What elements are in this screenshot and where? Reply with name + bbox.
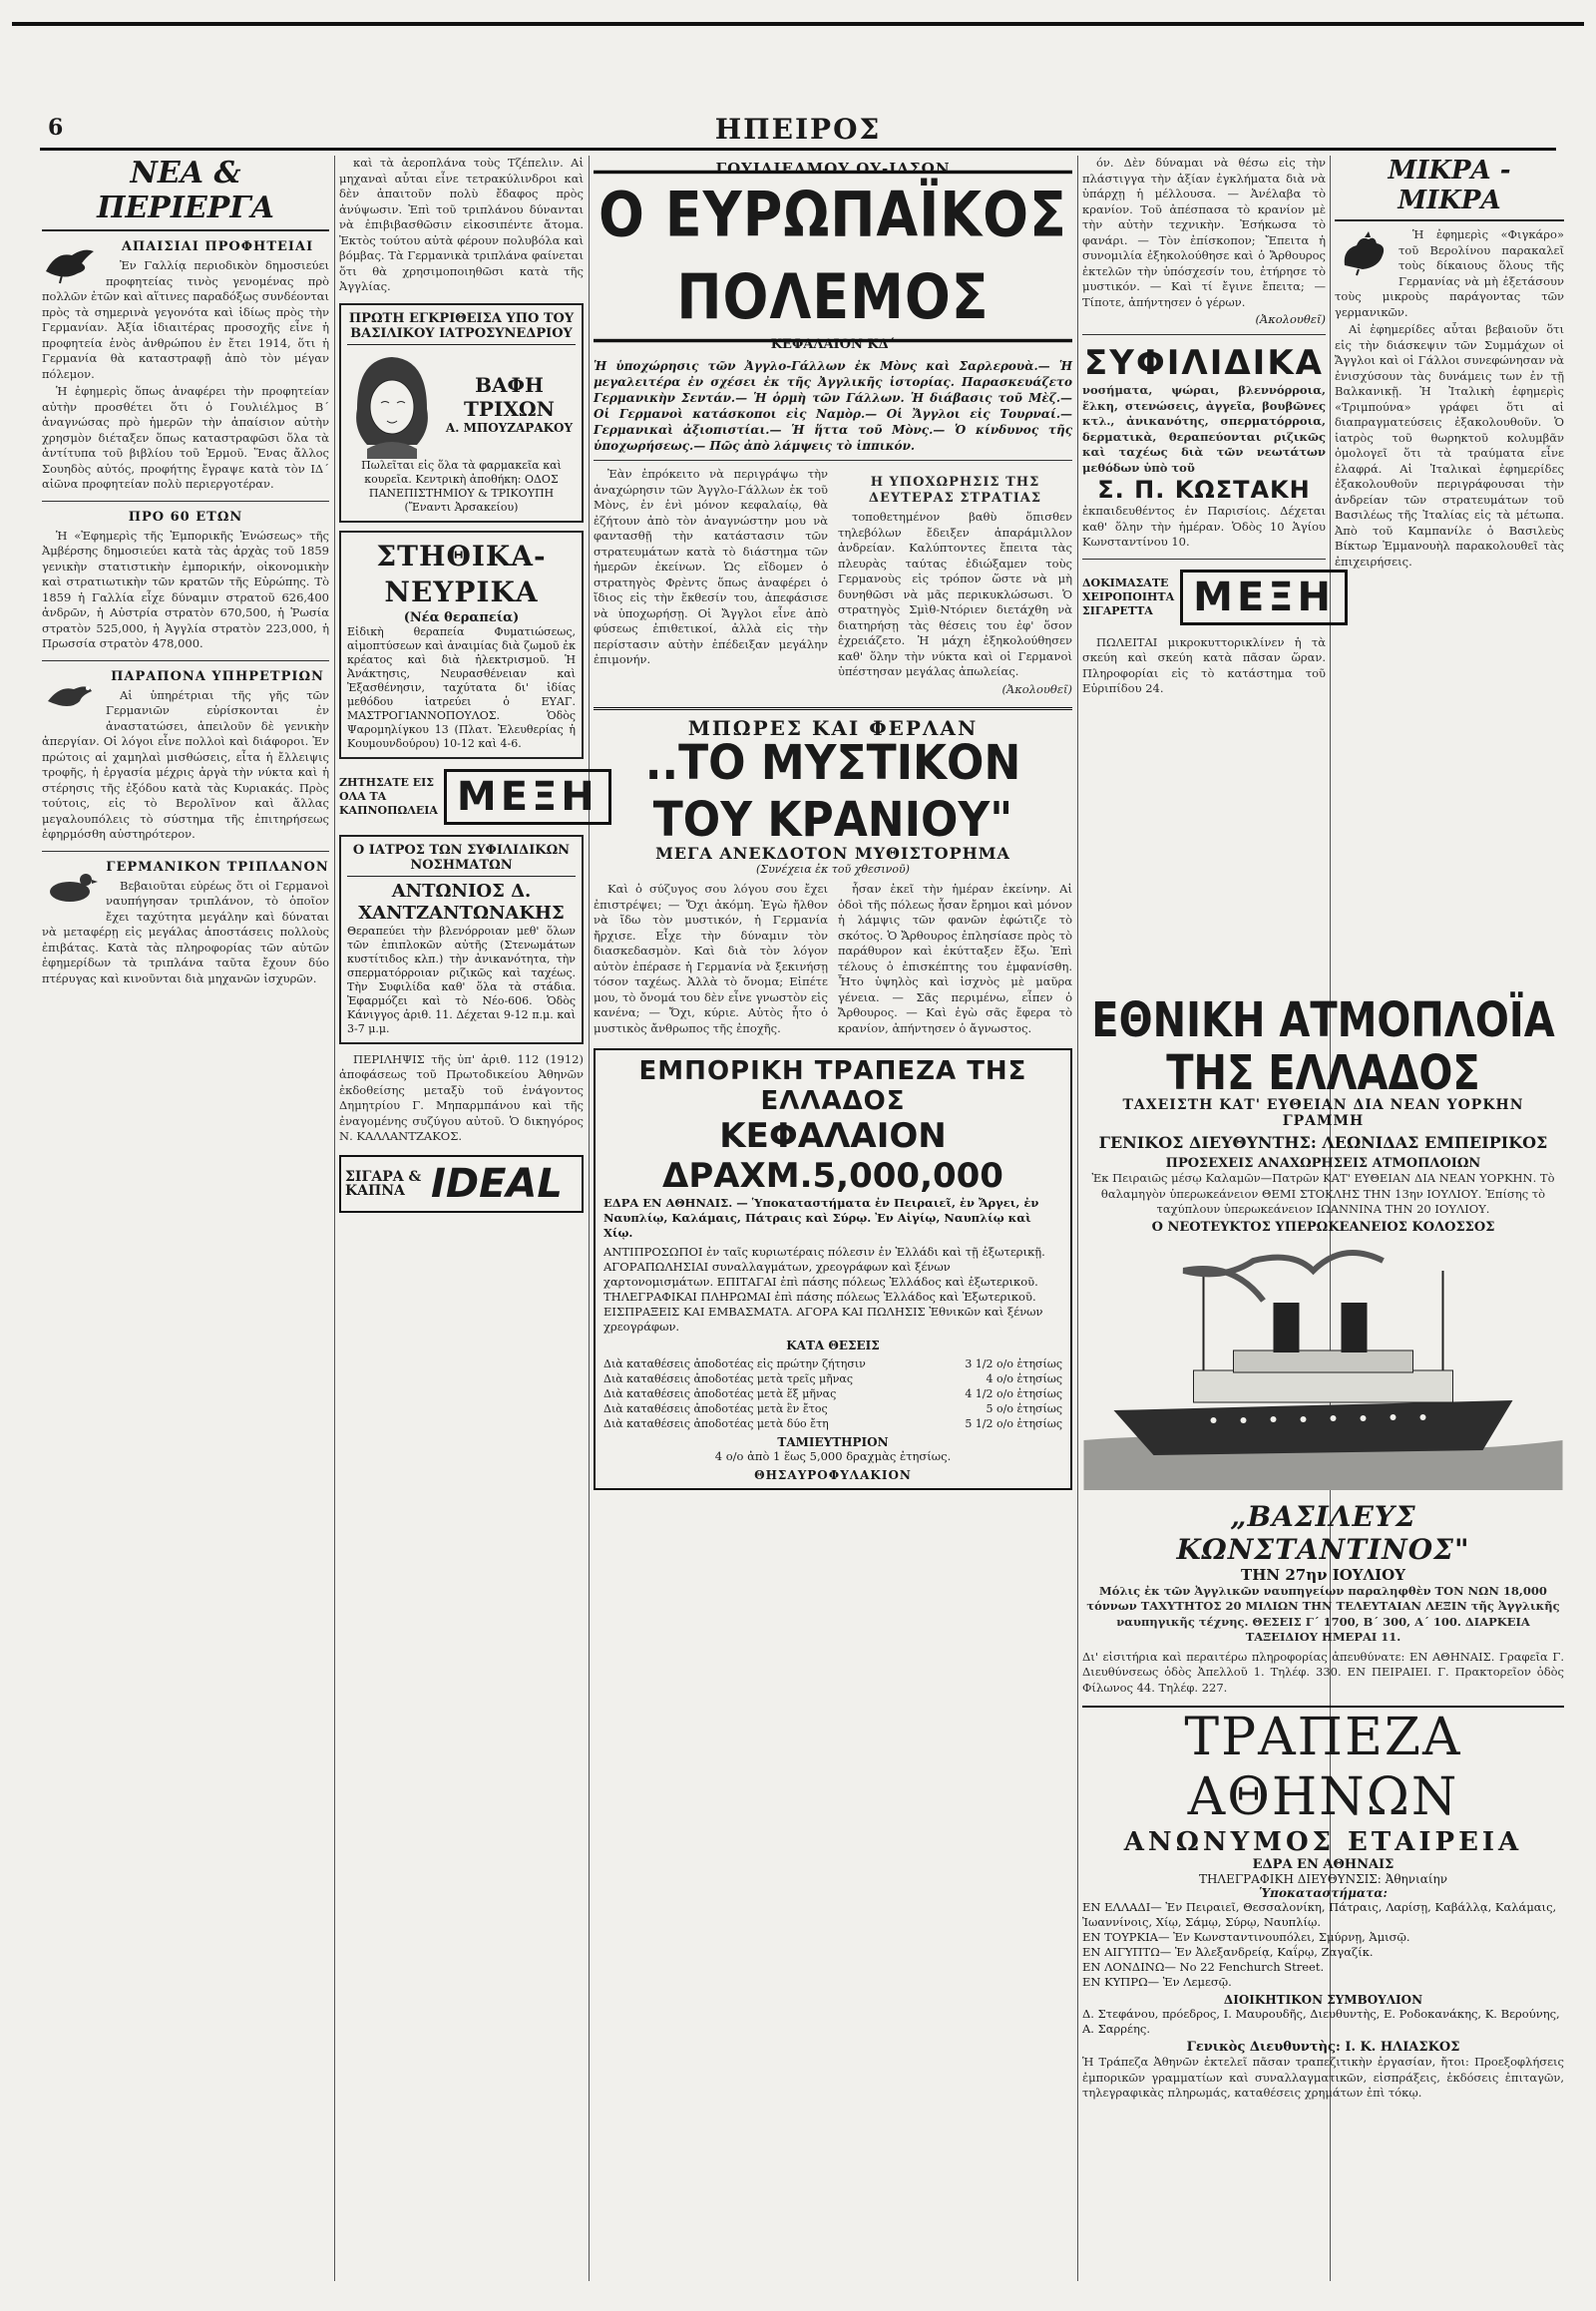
column-feature [594, 156, 1072, 2281]
vault-heading: ΘΗΣΑΥΡΟΦΥΛΑΚΙΟΝ [754, 1468, 912, 1482]
board-members: Δ. Στεφάνου, πρόεδρος, Ι. Μαυρουδῆς, Διευθυντὴς, Ε. Ροδοκανάκης, Κ. Βερούνης, Α. Σαρρέης. [1082, 2007, 1560, 2036]
branches-list [1082, 1900, 1564, 1990]
serial-note: (Συνέχεια ἐκ τοῦ χθεσινοῦ) [756, 863, 910, 876]
ad-text: Θεραπεύει τὴν βλενόρροιαν μεθ' ὅλων τῶν ἐπιπλοκῶν αὐτῆς (Στενωμάτων κυστίτιδος κλπ.) τὴν ἀνικανότητα, τὴν σπερματόρροιαν ριζικῶς καὶ ταχέως. Τὴν Συφιλίδα καθ' ὅλα τὰ στάδια. Ἐφαρμόζει καὶ τὸ Νέο-606. Ὁδὸς Κάνιγγος ἀριθ. 11. Δέχεται 9-12 π.μ. καὶ 3-7 μ.μ. [347, 924, 576, 1035]
deposit-row: Διὰ καταθέσεις ἀποδοτέας μετὰ ἓν ἔτος 5 ο/ο ἐτησίως [603, 1402, 1062, 1415]
ship-date: ΤΗΝ 27ην ΙΟΥΛΙΟΥ [1241, 1565, 1405, 1584]
branch-line: ΕΝ ΛΟΝΔΙΝΩ— Νο 22 Fenchurch Street. [1082, 1960, 1325, 1974]
page-number: 6 [48, 115, 64, 141]
woman-portrait-icon [347, 349, 437, 459]
feature-author: ΓΟΥΙΛΙΕΛΜΟΥ ΟΥ-ΙΛΣΩΝ [715, 160, 951, 178]
ship-name: „ΒΑΣΙΛΕΥΣ ΚΩΝΣΤΑΝΤΙΝΟΣ" [1176, 1499, 1470, 1566]
duck-icon [42, 864, 98, 908]
sub-heading: Η ΥΠΟΧΩΡΗΣΙΣ ΤΗΣ ΔΕΥΤΕΡΑΣ ΣΤΡΑΤΙΑΣ [868, 475, 1042, 506]
serial-title: ..ΤΟ ΜΥΣΤΙΚΟΝ ΤΟΥ ΚΡΑΝΙΟΥ" [644, 734, 1021, 849]
feature-title: Ο ΕΥΡΩΠΑΪΚΟΣ ΠΟΛΕΜΟΣ [594, 171, 1072, 343]
divider [42, 660, 329, 661]
bank-services: ΑΝΤΙΠΡΟΣΩΠΟΙ ἐν ταῖς κυριωτέραις πόλεσιν ἐν Ἑλλάδι καὶ τῇ ἐξωτερικῇ. ΑΓΟΡΑΠΩΛΗΣΙΑΙ συναλλαγμάτων, χρεογράφων καὶ ξένων χαρτονομισμάτων. ΕΠΙΤΑΓΑΙ ἐπὶ πάσης πόλεως Ἑλλάδος καὶ ἐξωτερικοῦ. ΤΗΛΕΓΡΑΦΙΚΑΙ ΠΛΗΡΩΜΑΙ ἐπὶ πάσης πόλεως Ἑλλάδος καὶ Ἐξωτερικοῦ. ΕΙΣΠΡΑΞΕΙΣ ΚΑΙ ΕΜΒΑΣΜΑΤΑ. ΑΓΟΡΑ ΚΑΙ ΠΩΛΗΣΙΣ Ἐθνικῶν καὶ ξένων χρεογράφων. [603, 1245, 1045, 1334]
commercial-bank-ad [594, 1048, 1072, 1490]
short-news-body: Ἡ ἐφημερὶς «Φιγκάρο» τοῦ Βερολίνου παρακαλεῖ τοὺς δίκαιους ὅλους τῆς Γερμανίας νὰ μὴ ἐξετάσουν τοὺς μικροὺς παράγοντας τῶν γερμανικῶν. Αἱ ἐφημερίδες αὗται βεβαιοῦν ὅτι εἰς τὴν διάσκεψιν τῶν Συμμάχων οἱ Ἄγγλοι καὶ οἱ Γάλλοι συνεφώνησαν νὰ ἐνισχύσουν τὰς δυνάμεις των ἐν τῇ Βαλκανικῇ. Ἡ Ἰταλικὴ ἐφημερὶς «Τριμπούνα» γράφει ὅτι αἱ διαπραγματεύσεις ἐξακολουθοῦν. Ὁ ἰατρὸς τοῦ θωρηκτοῦ κολυμβᾶν ὁμολογεῖ ὅτι τὰ τραύματα εἶνε ἐλαφρά. Αἱ Ἰταλικαὶ ἐφημερίδες ἐξακολουθοῦν περιγράφουσαι τὴν ἀνδρείαν τῶν στρατευμάτων τοῦ Βασιλέως τῆς Ἰταλίας εἰς τὰ μέτωπα. Ἀπὸ τοῦ Καμπανίλε ὁ Βασιλεὺς Βίκτωρ Ἐμμανουὴλ παρακολουθεῖ τὰς ἐπιχειρήσεις. [1335, 227, 1564, 569]
chapter-summary: Ἡ ὑποχώρησις τῶν Ἀγγλο-Γάλλων ἐκ Μὸνς καὶ Σαρλερουὰ.— Ἡ μεγαλειτέρα ἐν σχέσει ἐκ τῆς Ἀγγλικῆς ἱστορίας. Παρασκευάζετο Γερμανικὴν Σεντάν.— Ἡ ὁρμὴ τῶν Γάλλων. Ἡ διάβασις τοῦ Μὲζ.— Οἱ Γερμανοὶ κατάσκοποι εἰς Ναμὸρ.— Οἱ Ἄγγλοι εἰς Τουρναί.— Γερμανικαὶ ἀξιοπιστίαι.— Ἡ ἥττα τοῦ Μὸνς.— Ὁ κίνδυνος τῆς ὑποχωρήσεως.— Πῶς ἀπὸ λάμψεις τὸ ἱππικόν. [594, 358, 1072, 461]
schedule-heading: ΠΡΟΣΕΧΕΙΣ ΑΝΑΧΩΡΗΣΕΙΣ ΑΤΜΟΠΛΟΙΩΝ [1165, 1156, 1481, 1171]
newspaper-title: ΗΠΕΙΡΟΣ [714, 113, 882, 146]
branch-line: ΕΝ ΤΟΥΡΚΙΑ— Ἐν Κωνσταντινουπόλει, Σμύρνῃ, Ἀμισῷ. [1082, 1930, 1410, 1944]
column-rule [334, 156, 335, 2281]
ad-brand: IDEAL [431, 1160, 563, 1207]
athens-bank-text: Ἡ Τράπεζα Ἀθηνῶν ἐκτελεῖ πᾶσαν τραπεζιτικὴν ἐργασίαν, ἤτοι: Προεξοφλήσεις ἐμπορικῶν γραμματίων καὶ συναλλαγματικῶν, εἰσπράξεις, ἐκδόσεις ἐπιταγῶν, τηλεγραφικὰς πληρωμάς, καταθέσεις χρημάτων ἐπὶ τόκῳ. [1082, 2055, 1564, 2100]
shipping-subtitle: ΤΑΧΕΙΣΤΗ ΚΑΤ' ΕΥΘΕΙΑΝ ΔΙΑ ΝΕΑΝ ΥΟΡΚΗΝ ΓΡΑΜΜΗ [1122, 1097, 1524, 1129]
general-manager: Γενικὸς Διευθυντὴς: Ι. Κ. ΗΛΙΑΣΚΟΣ [1186, 2040, 1460, 2055]
schedule-heading: Ο ΝΕΟΤΕΥΚΤΟΣ ΥΠΕΡΩΚΕΑΝΕΙΟΣ ΚΟΛΟΣΣΟΣ [1151, 1219, 1495, 1235]
article-body: Βεβαιοῦται εὐρέως ὅτι οἱ Γερμανοὶ ναυπήγησαν τριπλάνον, τὸ ὁποῖον ἔχει ταχύτητα μεγάλην καὶ δύναται νὰ μεταφέρῃ εἰς μεγάλας ἀποστάσεις πολλοὺς ἐπιβάτας. Κατὰ τὰς πληροφορίας τῶν αὐτῶν ἐφημερίδων τὰ τριπλάνα ταῦτα ἔχουν δύο πτέρυγας καὶ κινοῦνται διὰ μηχανῶν ἰσχυρῶν. [42, 878, 329, 985]
serial-continuation: όν. Δὲν δύναμαι νὰ θέσω εἰς τὴν πλάστιγγα τὴν ἀξίαν ἐγκλήματα διὰ νὰ ὑπάρχῃ ἡ μέλλουσα. — Ἀνέλαβα τὸ κρανίον. Τοῦ ἀπέσπασα τὸ κρανίον μὲ τὴν αὐτὴν τεχνικὴν. Ἐσήκωσα τὸ φανάρι. — Τὸν ἐπίσκοπον; Ἔπειτα ἡ συνομιλία ἐξηκολούθησε καὶ ὁ Ἄρθουρος ἐκτελῶν τὴν ὑπόσχεσίν του, ἐτήρησε τὸ μυστικόν. — Καὶ τί ἔγινε ἔπειτα; — Τίποτε, ἀπήντησεν ὁ γέρων. [1082, 156, 1326, 309]
serial-body-right: ἦσαν ἐκεῖ τὴν ἡμέραν ἐκείνην. Αἱ ὁδοὶ τῆς πόλεως ἦσαν ἔρημοι καὶ μόνον ἡ λάμψις τῶν φανῶν ἐφώτιζε τὸ σκότος. Ὁ Ἄρθουρος ἐπλησίασε πρὸς τὸ παράθυρον καὶ ἐκύτταξεν ἔξω. Ἐπὶ τέλους ὁ ἐπισκέπτης του ἐμφανίσθη. Ἦτο ὑψηλὸς καὶ ἰσχνὸς μὲ μαῦρα γένεια. — Σᾶς περιμένω, εἶπεν ὁ Ἄρθουρος. — Καὶ ἐγὼ σᾶς ἔφερα τὸ κρανίον, ἀπήντησεν ὁ ἄγνωστος. [838, 882, 1072, 1035]
athens-bank-telegraph: ΤΗΛΕΓΡΑΦΙΚΗ ΔΙΕΥΘΥΝΣΙΣ: Ἀθηνιαίην [1198, 1872, 1448, 1886]
ad-text: Πωλεῖται εἰς ὅλα τὰ φαρμακεῖα καὶ κουρεῖα. Κεντρικὴ ἀποθήκη: ΟΔΟΣ ΠΑΝΕΠΙΣΤΗΜΙΟΥ & ΤΡΙΚΟΥΠΗ (Ἔναντι Ἀρσακείου) [361, 458, 562, 514]
ad-text: Εἰδικὴ θεραπεία Φυματιώσεως, αἱμοπτύσεων καὶ ἀναιμίας διὰ ζωμοῦ ἐκ κρέατος καὶ διὰ ἠλεκτρισμοῦ. Ἡ Ἀνάκτησις, Νευρασθένειαν καὶ Ἐξασθένησιν, ταχύτατα δι' ἰδίας μεθόδου ἰατρεύει ὁ ΕΥΑΓ. ΜΑΣΤΡΟΓΙΑΝΝΟΠΟΥΛΟΣ. Ὁδὸς Ψαρομηλίγκου 13 (Πλατ. Ἐλευθερίας ἡ Κουμουνδούρου) 10-12 καὶ 4-6. [347, 624, 576, 750]
shipping-director: ΓΕΝΙΚΟΣ ΔΙΕΥΘΥΝΤΗΣ: ΛΕΩΝΙΔΑΣ ΕΜΠΕΙΡΙΚΟΣ [1098, 1133, 1548, 1152]
doctor-ad [339, 835, 584, 1044]
bird-icon [42, 673, 98, 717]
serial-body [594, 882, 1072, 1038]
column-rule [1077, 156, 1078, 2281]
ad-brand: ΜΕΞΗ [444, 769, 611, 825]
divider [42, 851, 329, 852]
feature-body-right: Η ΥΠΟΧΩΡΗΣΙΣ ΤΗΣ ΔΕΥΤΕΡΑΣ ΣΤΡΑΤΙΑΣ τοποθετημένον βαθὺ ὅπισθεν τηλεβόλων ἔδειξεν ἀπαράμιλλον ἀνδρείαν. Καλύπτοντες ἔπειτα τὰς πλευρὰς ταύτας ἐδιώξαμεν τοὺς Γερμανοὺς εἰς τρόπον ὥστε νὰ μὴ δυνηθῶσι νὰ μᾶς περικυκλώσωσι. Ὁ στρατηγὸς Σμὶθ-Ντόριεν διετάχθη νὰ διατηρήσῃ τὰς θέσεις του ἐφ' ὅσον ἐχρειάζετο. Ἡ μάχη ἐξηκολούθησεν καθ' ὅλην τὴν νύκτα καὶ οἱ Γερμανοὶ ὑπέστησαν μεγάλας ἀπωλείας. (Ἀκολουθεῖ) [838, 475, 1072, 696]
serial-body-left: Καὶ ὁ σύζυγος σου λόγου σου ἔχει ἐπιστρέψει; — Ὄχι ἀκόμη. Ἐγὼ ἤλθον νὰ ἴδω τὸν μυστικόν, ἡ Γερμανία ἤρχισε. Εἶχε τὴν δύναμιν τὸν διασκεδασμὸν. Καὶ διὰ τὸν λόγον αὐτὸν ἐπέρασε ἡ Γερμανία νὰ ξεκινήσῃ τόσον ταχέως. Ἀλλὰ τὸ ὄνομα; Εἰπέτε μου, τὸ ὄνομά του δὲν εἶνε γνωστὸν εἰς κανένα; — Ὄχι, κύριε. Αὐτὸς ἦτο ὁ μυστικὸς ἄνθρωπος τῆς ἐποχῆς. [594, 882, 828, 1035]
ad-title: ΣΥΦΙΛΙΔΙΚΑ [1084, 343, 1324, 383]
article-body: Ἐν Γαλλίᾳ περιοδικὸν δημοσιεύει προφητείας τινὸς γενομένας πρὸ πολλῶν ἐτῶν καὶ αἵτινες παραδόξως συνδέονται πρὸς τὰ σημερινὰ γεγονότα καὶ ἰδίως πρὸς τὴν Γερμανίαν. Ἀξία ἰδιαιτέρας προσοχῆς εἶνε ἡ προφητεία ἑνὸς ἀνθρώπου ἐν ἔτει 1914, ὅτι ἡ Γερμανία θὰ καταστραφῇ ἀπὸ τὸν μέγαν πόλεμον. Ἡ ἐφημερὶς ὅπως ἀναφέρει τὴν προφητείαν αὐτὴν προσθέτει ὅτι ὁ Γουλιέλμος Β΄ ἀναγνώσας πρὸ ἡμερῶν τὴν ἀπαίσιον αὐτὴν χρησμὸν διέταξεν ὅπως καταστραφῶσι ὅλα τὰ ἀντίτυπα τοῦ βιβλίου τοῦ Ἑρμοῦ. Ἕνας ἄλλος Σουηδὸς αὐτός, προφήτης ἔγραψε κατὰ τὸν ΙΔ΄ αἰῶνα προφητείαν πολὺ περιεργοτέραν. [42, 258, 329, 491]
bird-icon [42, 241, 98, 285]
legal-notice: ΠΕΡΙΛΗΨΙΣ τῆς ὑπ' ἀριθ. 112 (1912) ἀποφάσεως τοῦ Πρωτοδικείου Ἀθηνῶν ἐκδοθείσης μεταξὺ τοῦ ἐνάγοντος Δημητρίου Γ. Μηπαρμπάνου καὶ τῆς ἐναγομένης συζύγου αὐτοῦ. Ὁ δικηγόρος Ν. ΚΑΛΛΑΝΤΖΑΚΟΣ. [339, 1051, 584, 1143]
article-body: Αἱ ὑπηρέτριαι τῆς γῆς τῶν Γερμανιῶν εὑρίσκονται ἐν ἀναστατώσει, ἀπειλοῦν δὲ γενικὴν ἀπεργίαν. Οἱ λόγοι εἶνε πολλοὶ καὶ διάφοροι. Ἐν πρώτοις αἱ χαμηλαὶ μισθώσεις, εἶτα ἡ ἔλλειψις τροφῆς, ἡ ἐργασία μέχρις ἀργὰ τὴν νύκτα καὶ ἡ στέρησις τῆς ἐξόδου κατὰ τὰς Κυριακάς. Πρὸς τούτοις, εἰς τὸ Βερολῖνον καὶ ἄλλας μεγαλουπόλεις τὸ σύστημα τῆς ἐπιτηρήσεως ἐφηρμόσθη αὐστηρότερον. [42, 687, 329, 841]
syphilis-ad [1082, 343, 1326, 551]
ad-brand: Α. ΜΠΟΥΖΑΡΑΚΟΥ [445, 420, 574, 435]
ship-details: Μόλις ἐκ τῶν Ἀγγλικῶν ναυπηγείων παραληφθὲν ΤΟΝ ΝΩΝ 18,000 τόννων ΤΑΧΥΤΗΤΟΣ 20 ΜΙΛΙΩΝ ΤΗΝ ΤΕΛΕΥΤΑΙΑΝ ΛΕΞΙΝ τῆς Ἀγγλικῆς ναυπηγικῆς τέχνης. ΘΕΣΕΙΣ Γ΄ 1700, Β΄ 300, Α΄ 100. ΔΙΑΡΚΕΙΑ ΤΑΞΕΙΔΙΟΥ ΗΜΕΡΑΙ 11. [1086, 1583, 1560, 1644]
masthead-rule [40, 148, 1556, 151]
ad-text: ΖΗΤΗΣΑΤΕ ΕΙΣ ΟΛΑ ΤΑ ΚΑΠΝΟΠΩΛΕΙΑ [339, 775, 438, 817]
article-body: Ἡ «Ἐφημερὶς τῆς Ἐμπορικῆς Ἑνώσεως» τῆς Ἀμβέρσης δημοσιεύει κατὰ τὰς ἀρχὰς τοῦ 1859 γενικὴν στατιστικὴν ἐμπορικήν, οἰκονομικὴν καὶ στρατιωτικὴν τῶν κρατῶν τῆς Εὐρώπης. Τὸ 1859 ἡ Γαλλία εἶχε δύναμιν στρατοῦ 626,400 ἀνδρῶν, ἡ Αὐστρία στρατὸν 670,500, ἡ Ῥωσία στρατὸν 525,000, ἡ Ἀγγλία στρατὸν 223,000, ἡ Πρωσσία στρατὸν 478,000. [42, 528, 329, 650]
masthead [40, 115, 1556, 145]
doctor-name: ΑΝΤΩΝΙΟΣ Δ. ΧΑΝΤΖΑΝΤΩΝΑΚΗΣ [358, 880, 565, 924]
bank-title: ΕΜΠΟΡΙΚΗ ΤΡΑΠΕΖΑ ΤΗΣ ΕΛΛΑΔΟΣ [638, 1056, 1027, 1116]
athens-bank-subtitle: ΑΝΩΝΥΜΟΣ ΕΤΑΙΡΕΙΑ [1123, 1827, 1523, 1857]
steamship-illustration-icon [1082, 1241, 1564, 1490]
deposit-row: Διὰ καταθέσεις ἀποδοτέας μετὰ ἕξ μῆνας 4 1/2 ο/ο ἐτησίως [603, 1387, 1062, 1400]
ideal-cigarette-ad [339, 1155, 584, 1213]
deposits-heading: ΚΑΤΑ ΘΕΣΕΙΣ [786, 1339, 880, 1352]
athens-bank-seat: ΕΔΡΑ ΕΝ ΑΘΗΝΑΙΣ [1252, 1857, 1395, 1872]
ad-title: Ο ΙΑΤΡΟΣ ΤΩΝ ΣΥΦΙΛΙΔΙΚΩΝ ΝΟΣΗΜΑΤΩΝ [347, 843, 576, 877]
deposit-row: Διὰ καταθέσεις ἀποδοτέας μετὰ τρεῖς μῆνας 4 ο/ο ἐτησίως [603, 1372, 1062, 1385]
column-news [42, 156, 329, 2281]
section-title-short: ΜΙΚΡΑ - ΜΙΚΡΑ [1335, 156, 1564, 221]
athens-bank-title: ΤΡΑΠΕΖΑ ΑΘΗΝΩΝ [1082, 1706, 1564, 1827]
chapter-heading: ΚΕΦΑΛΑΙΟΝ ΚΔ΄ [770, 337, 896, 352]
branch-line: ΕΝ ΕΛΛΑΔΙ— Ἐν Πειραιεῖ, Θεσσαλονίκη, Πάτραις, Λαρίσῃ, Καβάλλᾳ, Καλάμαις, Ἰωαννίνοις, Χίῳ, Σάμῳ, Σύρῳ, Ναυπλίῳ. [1082, 1900, 1557, 1929]
branch-line: ΕΝ ΑΙΓΥΠΤΩ— Ἐν Ἀλεξανδρείᾳ, Καΐρῳ, Ζαγαζίκ. [1082, 1945, 1374, 1959]
ad-brand: ΜΕΞΗ [1180, 570, 1348, 625]
board-heading: ΔΙΟΙΚΗΤΙΚΟΝ ΣΥΜΒΟΥΛΙΟΝ [1223, 1993, 1423, 2007]
divider [1082, 334, 1326, 335]
feature-body-left: Ἐὰν ἐπρόκειτο νὰ περιγράψω τὴν ἀναχώρησιν τῶν Ἀγγλο-Γάλλων ἐκ τοῦ Μὸνς, ἐν ἑνὶ μόνον κεφαλαίῳ, θὰ ἐζήτουν ἀπὸ τὸν ἀναγνώστην μου νὰ φαντασθῇ τὴν κατάστασιν τῶν στρατευμάτων κατὰ τὸ διάστημα τῶν ἡμερῶν ἐκείνων. Ὡς εἴδομεν ὁ στρατηγὸς Φρὲντς ὅπως ἀναφέρει ὁ ἴδιος εἰς τὴν ἔκθεσίν του, ἀπεφάσισε νὰ ὑποχωρήσῃ. Οἱ Ἄγγλοι εἶνε ἀπὸ φύσεως ἐπιθετικοί, ἀλλὰ εἰς τὴν περίστασιν αὐτὴν ἐπέδειξαν μεγάλην ἐπιμονήν. [594, 467, 828, 666]
savings-heading: ΤΑΜΙΕΥΤΗΡΙΟΝ [777, 1435, 889, 1449]
ad-subtitle: (Νέα θεραπεία) [403, 609, 520, 625]
article-heading: ΠΑΡΑΠΟΝΑ ΥΠΗΡΕΤΡΙΩΝ [111, 668, 324, 684]
shipping-title: ΕΘΝΙΚΗ ΑΤΜΟΠΛΟΪΑ ΤΗΣ ΕΛΛΑΔΟΣ [1091, 993, 1555, 1101]
article-heading: ΓΕΡΜΑΝΙΚΟΝ ΤΡΙΠΛΑΝΟΝ [106, 859, 329, 875]
deposit-row: Διὰ καταθέσεις ἀποδοτέας μετὰ δύο ἔτη 5 1/2 ο/ο ἐτησίως [603, 1417, 1062, 1430]
divider [1082, 559, 1326, 560]
divider [42, 501, 329, 502]
rooster-icon [1335, 231, 1391, 275]
article-continuation: καὶ τὰ ἀεροπλάνα τοὺς Τζέπελιν. Αἱ μηχαναὶ αὗται εἶνε τετρακύλινδροι καὶ δὲν ἀπαιτοῦν πολὺ ἔδαφος πρὸς ἀνύψωσιν. Ἐπὶ τοῦ τριπλάνου δύνανται νὰ ἐπιβιβασθῶσιν εἰκοσιπέντε ἄτομα. Ἐκτὸς τούτου αὐτὰ φέρουν πολυβόλα καὶ βόμβας. Τὰ Γερμανικὰ τριπλάνα φαίνεται ὅτι θὰ χρησιμοποιηθῶσι κατὰ τῆς Ἀγγλίας. [339, 156, 584, 293]
shipping-ad [1082, 993, 1564, 2281]
column-ads [339, 156, 598, 2281]
feature-body [594, 467, 1072, 697]
mexi-cigarette-ad [339, 769, 598, 825]
serial-subtitle: ΜΕΓΑ ΑΝΕΚΔΟΤΟΝ ΜΥΘΙΣΤΟΡΗΜΑ [655, 844, 1010, 863]
chest-nerve-ad [339, 531, 584, 759]
ad-text: ΣΙΓΑΡΑ & ΚΑΠΝΑ [345, 1168, 422, 1199]
top-rule [12, 22, 1584, 26]
bank-capital: ΚΕΦΑΛΑΙΟΝ ΔΡΑΧΜ.5,000,000 [662, 1116, 1003, 1196]
section-title-news: ΝΕΑ & ΠΕΡΙΕΡΓΑ [42, 156, 329, 231]
ship-contact: Δι' εἰσιτήρια καὶ περαιτέρω πληροφορίας ἀπευθύνατε: ΕΝ ΑΘΗΝΑΙΣ. Γραφεῖα Γ. Διευθύνσεως ὁδὸς Ἀπελλοῦ 1. Τηλέφ. 330. ΕΝ ΠΕΙΡΑΙΕΙ. Γ. Πρακτορεῖον ὁδὸς Φίλωνος 44. Τηλέφ. 227. [1082, 1649, 1564, 1695]
ad-product-name: ΒΑΦΗ ΤΡΙΧΩΝ [464, 372, 555, 421]
branch-line: ΕΝ ΚΥΠΡΩ— Ἐν Λεμεσῷ. [1082, 1975, 1232, 1989]
bank-seat: ΕΔΡΑ ΕΝ ΑΘΗΝΑΙΣ. — Ὑποκαταστήματα ἐν Πειραιεῖ, ἐν Ἄργει, ἐν Ναυπλίῳ, Καλάμαις, Πάτραις καὶ Σύρῳ. Ἐν Αἰγίῳ, Ναυπλίῳ καὶ Χίῳ. [603, 1196, 1039, 1240]
sale-notice: ΠΩΛΕΙΤΑΙ μικροκυττορικλίνεν ἡ τὰ σκεύη καὶ σκεύη κατὰ πᾶσαν ὥραν. Πληροφορίαι εἰς τὸ κατάστημα τοῦ Εὐριπίδου 24. [1082, 634, 1326, 695]
ad-title: ΣΤΗΘΙΚΑ-ΝΕΥΡΙΚΑ [376, 539, 547, 608]
column-rule [589, 156, 590, 2281]
article-heading: ΠΡΟ 60 ΕΤΩΝ [128, 509, 243, 525]
article-heading: ΑΠΑΙΣΙΑΙ ΠΡΟΦΗΤΕΙΑΙ [121, 239, 314, 254]
serial-author: ΜΠΩΡΕΣ ΚΑΙ ΦΕΡΛΑΝ [594, 707, 1072, 740]
ad-text: νοσήματα, ψώραι, βλεννόρροια, ἕλκη, στενώσεις, ἀγγεῖα, βουβῶνες κτλ., ἀνικανότης, σπερματόρροια, δερματικὰ, θεραπεύονται ριζικῶς καὶ ταχέως διὰ τῶν νεωτάτων μεθόδων ὑπὸ τοῦ [1082, 383, 1326, 475]
doctor-name: Σ. Π. ΚΩΣΤΑΚΗ [1097, 476, 1311, 504]
ad-text: ἐκπαιδευθέντος ἐν Παρισίοις. Δέχεται καθ' ὅλην τὴν ἡμέραν. Ὁδὸς 10 Ἁγίου Κωνσταντίνου 10. [1082, 504, 1326, 549]
branches-heading: Ὑποκαταστήματα: [1259, 1886, 1388, 1900]
mexi-handmade-ad [1082, 570, 1336, 625]
deposit-row: Διὰ καταθέσεις ἀποδοτέας εἰς πρώτην ζήτησιν 3 1/2 ο/ο ἐτησίως [603, 1357, 1062, 1370]
savings-text: 4 ο/ο ἀπὸ 1 ἕως 5,000 δραχμὰς ἐτησίως. [714, 1449, 952, 1463]
continued-note: (Ἀκολουθεῖ) [1255, 312, 1326, 326]
ad-text: ΔΟΚΙΜΑΣΑΤΕ ΧΕΙΡΟΠΟΙΗΤΑ ΣΙΓΑΡΕΤΤΑ [1082, 576, 1175, 617]
hair-dye-ad [339, 303, 584, 523]
continued-note: (Ἀκολουθεῖ) [1001, 681, 1072, 696]
schedule-text: Ἐκ Πειραιῶς μέσῳ Καλαμῶν—Πατρῶν ΚΑΤ' ΕΥΘΕΙΑΝ ΔΙΑ ΝΕΑΝ ΥΟΡΚΗΝ. Τὸ θαλαμηγὸν ὑπερωκεάνειον ΘΕΜΙ ΣΤΟΚΛΗΣ ΤΗΝ 13ην ΙΟΥΛΙΟΥ. Ἐπίσης τὸ ταχύπλουν ὑπερωκεάνειον ΙΩΑΝΝΙΝΑ ΤΗΝ 20 ΙΟΥΛΙΟΥ. [1091, 1171, 1555, 1216]
deposits-list [603, 1356, 1062, 1431]
ad-title: ΠΡΩΤΗ ΕΓΚΡΙΘΕΙΣΑ ΥΠΟ ΤΟΥ ΒΑΣΙΛΙΚΟΥ ΙΑΤΡΟΣΥΝΕΔΡΙΟΥ [347, 311, 576, 345]
